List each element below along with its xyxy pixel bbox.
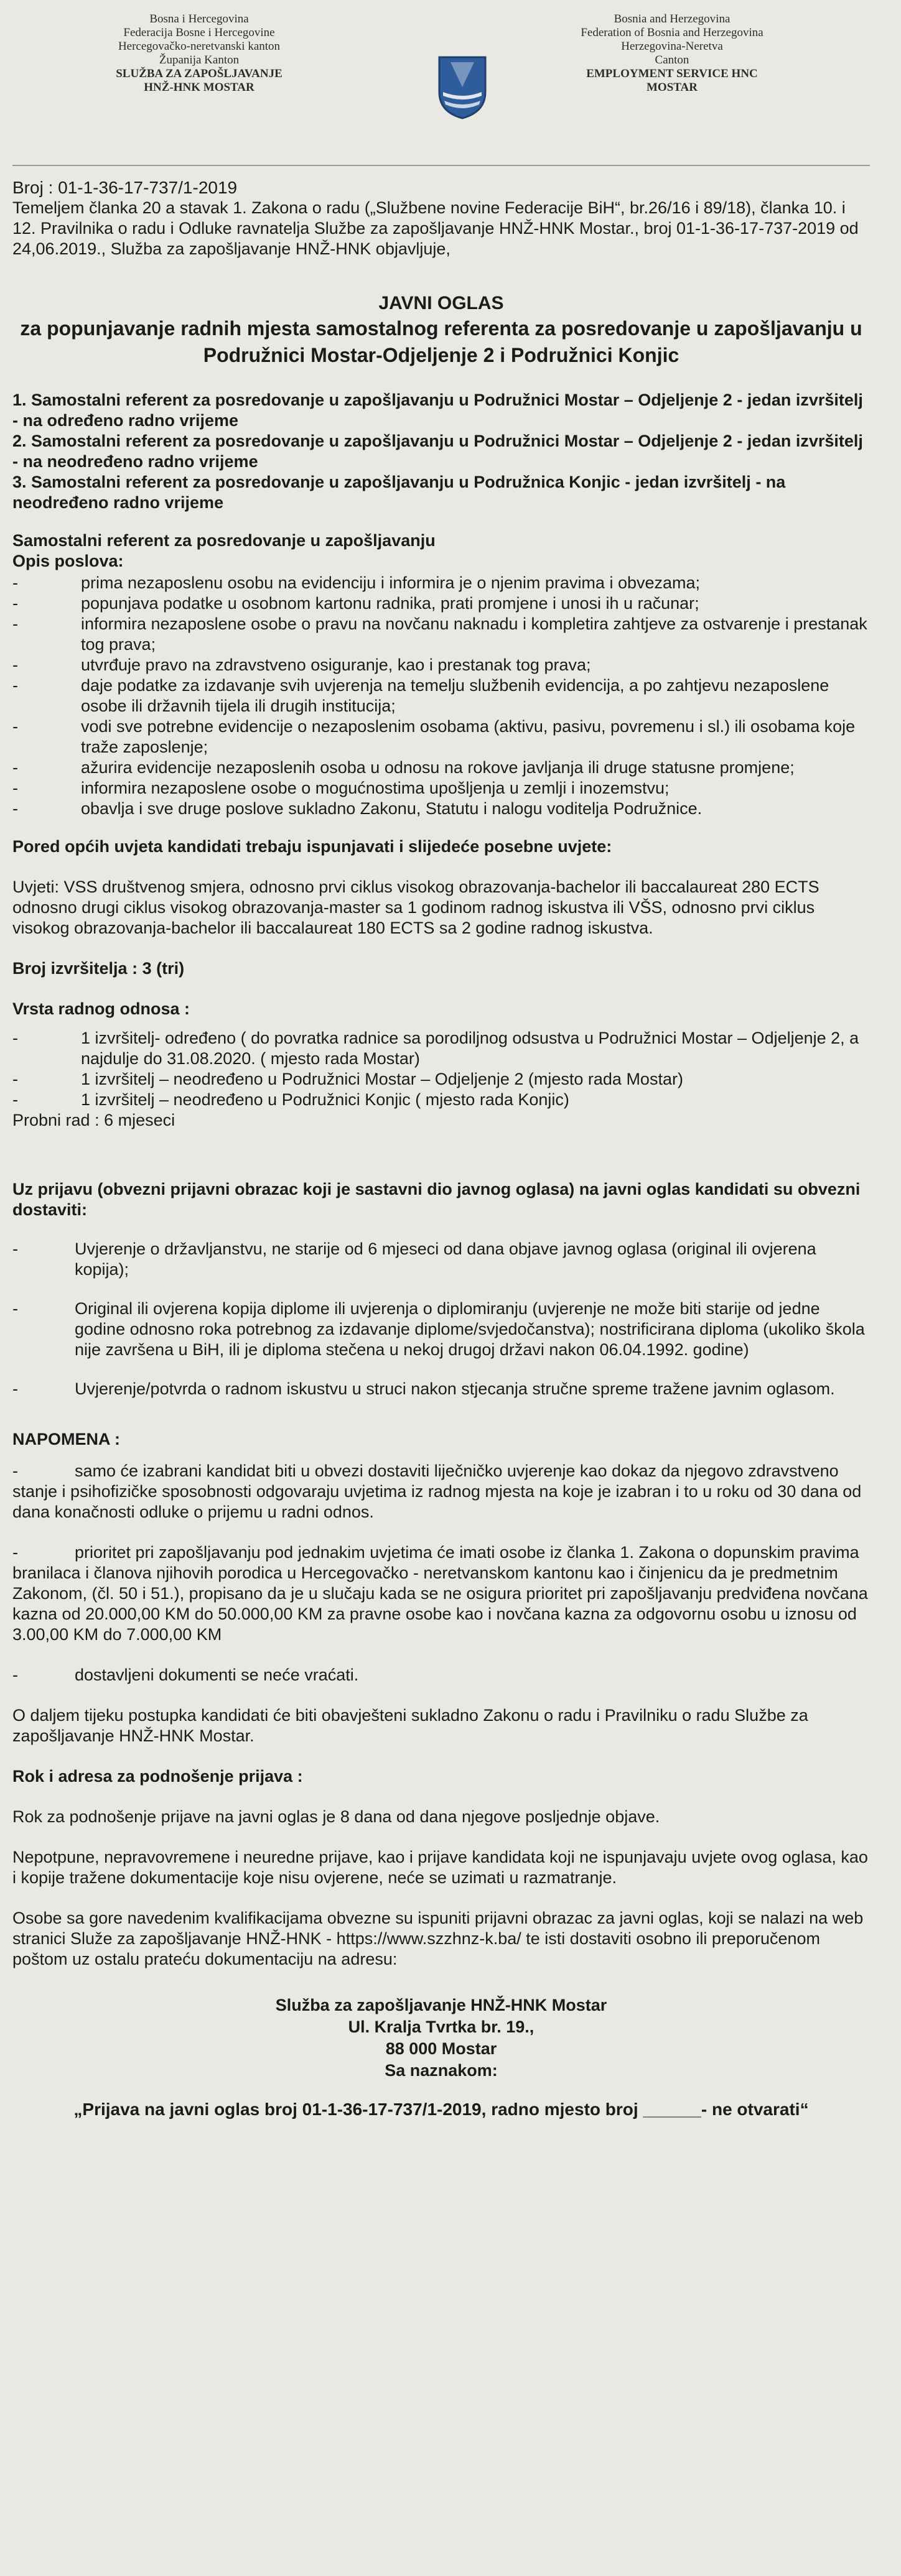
letterhead-left — [50, 12, 348, 95]
duty-text: obavlja i sve druge poslove sukladno Zakonu, Statutu i nalogu voditelja Podružnice. — [81, 799, 703, 818]
list-dash: - — [12, 573, 18, 592]
list-dash: - — [12, 676, 18, 695]
letterhead-right-org: EMPLOYMENT SERVICE HNC — [586, 67, 758, 80]
list-item — [12, 799, 870, 819]
letterhead-right — [523, 12, 821, 95]
duty-text: prima nezaposlenu osobu na evidenciju i informira je o njenim pravima i obvezama; — [81, 573, 701, 592]
list-item — [12, 1461, 870, 1522]
address-line: Služba za zapošljavanje HNŽ-HNK Mostar — [275, 1996, 607, 2014]
duty-text: daje podatke za izdavanje svih uvjerenja na temelju službenih evidencija, a po zahtjevu nezaposlene osobe ili državnih tijela ili drugih institucija; — [81, 676, 829, 715]
conditions-text: Uvjeti: VSS društvenog smjera, odnosno prvi ciklus visokog obrazovanja-bachelor ili baccalaureat 280 ECTS odnosno drugi ciklus visokog obrazovanja-master sa 1 godinom radnog iskustva ili VŠS, odnosno prvi ciklus visokog obrazovanja-bachelor ili baccalaureat 180 ECTS sa 2 godine radnog iskustva. — [12, 878, 819, 937]
list-dash: - — [12, 1239, 18, 1258]
deadline-text: Rok za podnošenje prijave na javni oglas je 8 dana od dana njegove posljednje objave. — [12, 1807, 660, 1826]
document-requirement: Original ili ovjerena kopija diplome ili uvjerenja o diplomiranju (uvjerenje ne može biti starije od jedne godine odnosno roka potrebnog za izdavanje diplome/svjedočanstva); nostrificirana diploma (ukoliko škola nije završena u BiH, ili je diploma stečena u nekoj drugoj državi nakon 06.04.1992. godine) — [75, 1299, 865, 1359]
duty-text: utvrđuje pravo na zdravstveno osiguranje, kao i prestanak tog prava; — [81, 656, 591, 674]
reference-number: Broj : 01-1-36-17-737/1-2019 — [12, 178, 238, 197]
list-dash: - — [12, 717, 18, 736]
list-item — [12, 1542, 870, 1645]
coat-of-arms-icon — [437, 55, 488, 121]
list-item — [12, 1028, 870, 1069]
duties-subheading: Opis poslova: — [12, 552, 124, 570]
letterhead-right-city: MOSTAR — [647, 81, 698, 94]
letterhead-left-line: Županija Kanton — [159, 53, 240, 67]
list-item — [12, 675, 870, 716]
note-heading: NAPOMENA : — [12, 1430, 120, 1448]
employment-type-heading: Vrsta radnog odnosa : — [12, 999, 190, 1018]
list-item — [12, 1379, 870, 1399]
duty-text: ažurira evidencije nezaposlenih osoba u odnosu na rokove javljanja ili druge statusne promjene; — [81, 758, 795, 777]
list-dash: - — [12, 1379, 18, 1398]
note-text: dostavljeni dokumenti se neće vraćati. — [75, 1666, 359, 1684]
letterhead — [12, 0, 870, 166]
duty-text: informira nezaposlene osobe o mogućnostima upošljenja u zemlji i inozemstvu; — [81, 779, 670, 797]
letterhead-right-line: Bosnia and Herzegovina — [614, 12, 731, 25]
duties-heading: Samostalni referent za posredovanje u zapošljavanju — [12, 531, 436, 550]
list-dash: - — [12, 1299, 18, 1318]
document-requirement: Uvjerenje/potvrda o radnom iskustvu u struci nakon stjecanja stručne spreme tražene javnim oglasom. — [75, 1379, 835, 1398]
list-dash: - — [12, 779, 18, 797]
list-item — [12, 655, 870, 675]
address-line: Sa naznakom: — [385, 2061, 498, 2080]
employment-type-text: 1 izvršitelj- određeno ( do povratka radnice sa porodiljnog odsustva u Podružnici Mostar – Odjeljenje 2, a najdulje do 31.08.2020. ( mjesto rada Mostar) — [81, 1029, 859, 1068]
list-dash: - — [12, 1462, 18, 1480]
mailing-address — [12, 1995, 870, 2082]
duties-list — [12, 573, 870, 819]
employment-type-text: 1 izvršitelj – neodređeno u Podružnici Mostar – Odjeljenje 2 (mjesto rada Mostar) — [81, 1070, 683, 1088]
list-dash: - — [12, 656, 18, 674]
list-item — [12, 1665, 870, 1685]
note-text: prioritet pri zapošljavanju pod jednakim uvjetima će imati osobe iz članka 1. Zakona o dopunskim pravima branilaca i članova njihovih porodica u Hercegovačko - neretvanskom kantonu kao i činjenicu da je predmetnim Zakonom, (čl. 50 i 51.), propisano da je u slučaju kada se ne osigura prioritet pri zapošljavanju predviđena novčana kazna od 20.000,00 KM do 50.000,00 KM za pravne osobe kao i novčana kazna za odgovornu osobu u iznosu od 3.00,00 KM do 7.000,00 KM — [12, 1543, 868, 1644]
letterhead-left-org: SLUŽBA ZA ZAPOŠLJAVANJE — [116, 67, 282, 80]
list-item — [12, 593, 870, 614]
incomplete-applications-text: Nepotpune, nepravovremene i neuredne prijave, kao i prijave kandidata koji ne ispunjavaju uvjete ovog oglasa, kao i kopije tražene dokumentacije koje nisu ovjerene, neće se uzimati u razmatranje. — [12, 1848, 868, 1887]
notes-list — [12, 1461, 870, 1685]
list-dash: - — [12, 614, 18, 633]
positions-list — [12, 390, 870, 513]
address-line: Ul. Kralja Tvrtka br. 19., — [348, 2018, 535, 2036]
envelope-marking: „Prijava na javni oglas broj 01-1-36-17-737/1-2019, radno mjesto broj ______- ne otvarati“ — [73, 2100, 809, 2119]
letterhead-left-city: HNŽ-HNK MOSTAR — [144, 81, 254, 94]
employment-type-text: 1 izvršitelj – neodređeno u Podružnici Konjic ( mjesto rada Konjic) — [81, 1090, 569, 1109]
list-item — [12, 1069, 870, 1090]
probation-text: Probni rad : 6 mjeseci — [12, 1111, 175, 1129]
title-block — [12, 292, 870, 369]
intro-paragraph: Temeljem članka 20 a stavak 1. Zakona o radu („Službene novine Federacije BiH“, br.26/16 i 89/18), članka 10. i 12. Pravilnika o radu i Odluke ravnatelja Službe za zapošljavanje HNŽ-HNK Mostar., broj 01-1-36-17-737-2019 od 24,06.2019., Služba za zapošljavanje HNŽ-HNK objavljuje, — [12, 198, 859, 258]
duty-text: informira nezaposlene osobe o pravu na novčanu naknadu i kompletira zahtjeve za ostvarenje i prestanak tog prava; — [81, 614, 867, 654]
list-dash: - — [12, 1070, 18, 1088]
list-item — [12, 1299, 870, 1360]
list-item — [12, 1239, 870, 1280]
documents-list — [12, 1239, 870, 1399]
list-item — [12, 573, 870, 593]
submission-instructions: Osobe sa gore navedenim kvalifikacijama obvezne su ispuniti prijavni obrazac za javni oglas, koji se nalazi na web stranici Služe za zapošljavanje HNŽ-HNK - https://www.szzhnz-k.ba/ te isti dostaviti osobno ili preporučenom poštom uz ostalu prateću dokumentaciju na adresu: — [12, 1909, 864, 1968]
document-subtitle: za popunjavanje radnih mjesta samostalnog referenta za posredovanje u zapošljavanju u Podružnici Mostar-Odjeljenje 2 i Podružnici Konjic — [20, 317, 862, 366]
list-dash: - — [12, 594, 18, 613]
documents-heading: Uz prijavu (obvezni prijavni obrazac koji je sastavni dio javnog oglasa) na javni oglas kandidati su obvezni dostaviti: — [12, 1180, 861, 1219]
note-text: samo će izabrani kandidat biti u obvezi dostaviti liječničko uvjerenje kao dokaz da njegovo zdravstveno stanje i psihofizičke sposobnosti odgovaraju uvjetima iz radnog mjesta na koje je izabran i to u roku od 30 dana od dana konačnosti odluke o prijemu u radni odnos. — [12, 1462, 862, 1521]
letterhead-left-line: Bosna i Hercegovina — [149, 12, 249, 25]
letterhead-right-line: Herzegovina-Neretva — [621, 40, 723, 53]
positions-count: Broj izvršitelja : 3 (tri) — [12, 959, 185, 978]
position-item: 2. Samostalni referent za posredovanje u zapošljavanju u Podružnici Mostar – Odjeljenje 2 - jedan izvršitelj - na neodređeno radno vrijeme — [12, 432, 863, 471]
address-line: 88 000 Mostar — [385, 2039, 497, 2058]
letterhead-left-line: Federacija Bosne i Hercegovine — [123, 26, 275, 39]
letterhead-left-line: Hercegovačko-neretvanski kanton — [118, 40, 281, 53]
list-item — [12, 716, 870, 758]
letterhead-right-line: Federation of Bosnia and Herzegovina — [581, 26, 763, 39]
duty-text: vodi sve potrebne evidencije o nezaposlenim osobama (aktivu, pasivu, povremenu i sl.) ili osobama koje traže zaposlenje; — [81, 717, 856, 756]
letterhead-right-line: Canton — [655, 53, 689, 67]
employment-type-list — [12, 1028, 870, 1110]
deadline-heading: Rok i adresa za podnošenje prijava : — [12, 1767, 303, 1786]
list-item — [12, 614, 870, 655]
list-dash: - — [12, 758, 18, 777]
list-dash: - — [12, 1029, 18, 1047]
list-dash: - — [12, 1543, 18, 1562]
duty-text: popunjava podatke u osobnom kartonu radnika, prati promjene i unosi ih u računar; — [81, 594, 699, 613]
list-item — [12, 778, 870, 799]
list-item — [12, 758, 870, 778]
conditions-heading: Pored općih uvjeta kandidati trebaju ispunjavati i slijedeće posebne uvjete: — [12, 837, 612, 856]
procedure-paragraph: O daljem tijeku postupka kandidati će biti obavješteni sukladno Zakonu o radu i Pravilniku o radu Službe za zapošljavanje HNŽ-HNK Mostar. — [12, 1706, 808, 1745]
position-item: 1. Samostalni referent za posredovanje u zapošljavanju u Podružnici Mostar – Odjeljenje 2 - jedan izvršitelj - na određeno radno vrijeme — [12, 391, 863, 430]
list-dash: - — [12, 1666, 18, 1684]
document-requirement: Uvjerenje o državljanstvu, ne starije od 6 mjeseci od dana objave javnog oglasa (original ili ovjerena kopija); — [75, 1239, 816, 1279]
position-item: 3. Samostalni referent za posredovanje u zapošljavanju u Podružnica Konjic - jedan izvršitelj - na neodređeno radno vrijeme — [12, 473, 786, 512]
list-dash: - — [12, 799, 18, 818]
document-body — [12, 166, 870, 2120]
list-dash: - — [12, 1090, 18, 1109]
list-item — [12, 1090, 870, 1110]
document-title: JAVNI OGLAS — [378, 293, 504, 313]
